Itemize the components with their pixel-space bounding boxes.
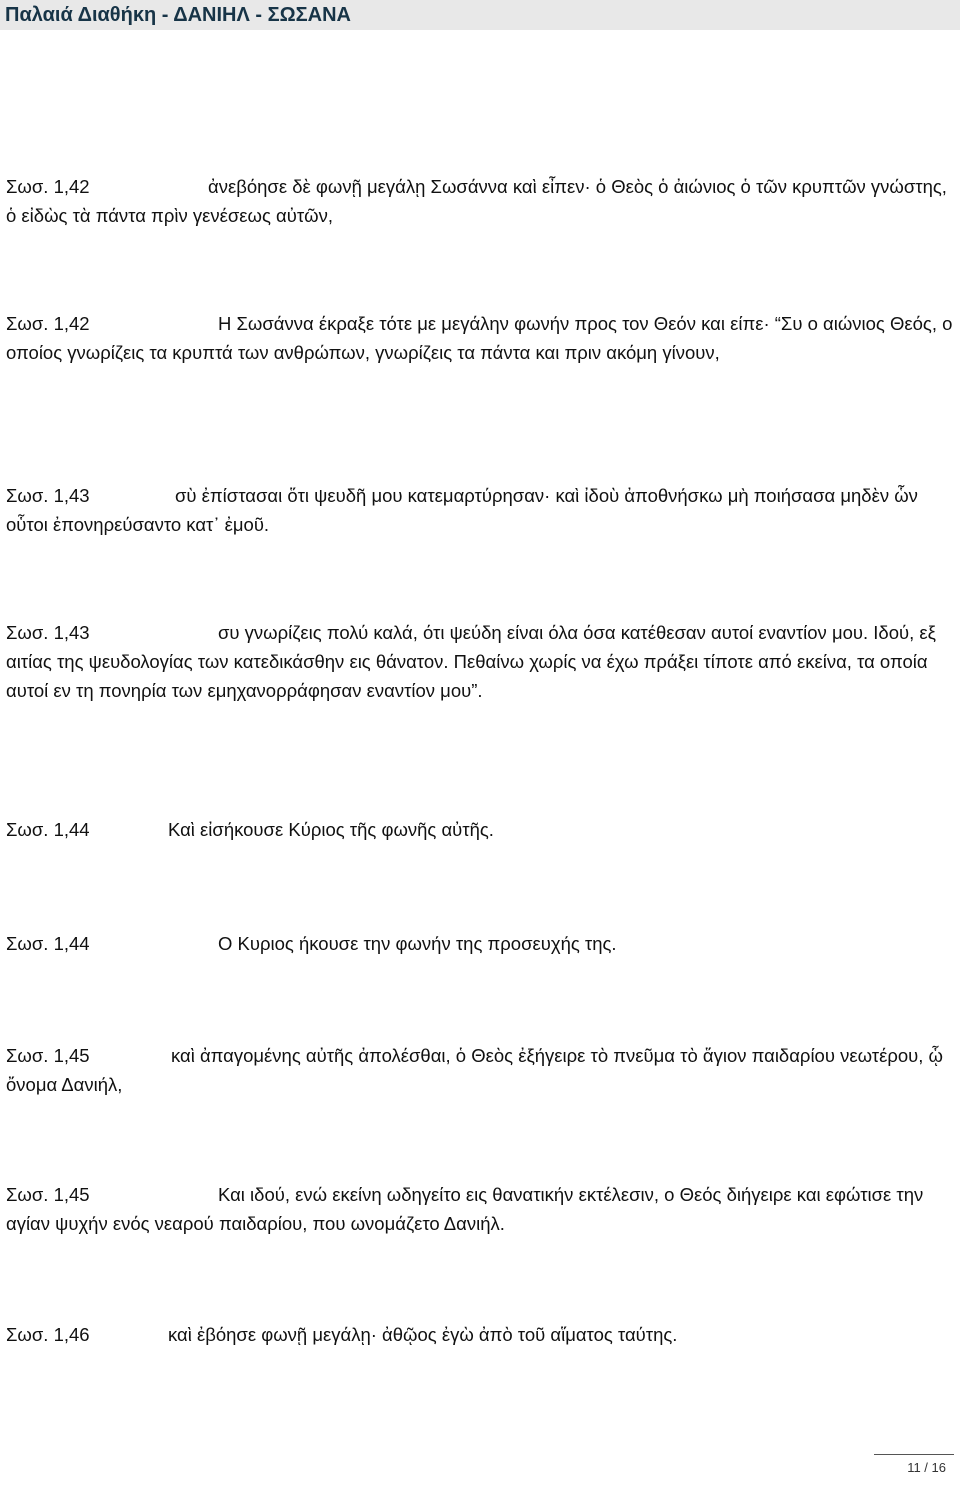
verse-reference: Σωσ. 1,44: [6, 819, 90, 840]
footer-divider: [874, 1454, 954, 1455]
verse-text: σὺ ἐπίστασαι ὅτι ψευδῆ μου κατεμαρτύρησαν· καὶ ἰδοὺ ἀποθνήσκω μὴ ποιήσασα μηδὲν ὧν οὗτοι ἐπονηρεύσαντο κατ᾿ ἐμοῦ.: [6, 485, 918, 535]
verse-block: [6, 172, 954, 230]
verse-text: ἀνεβόησε δὲ φωνῇ μεγάλῃ Σωσάννα καὶ εἶπεν· ὁ Θεὸς ὁ ἀιώνιος ὁ τῶν κρυπτῶν γνώστης, ὁ εἰδὼς τὰ πάντα πρὶν γενέσεως αὐτῶν,: [6, 176, 947, 226]
verse-text: Και ιδού, ενώ εκείνη ωδηγείτο εις θανατικήν εκτέλεσιν, ο Θεός διήγειρε και εφώτισε την αγίαν ψυχήν ενός νεαρού παιδαρίου, που ωνομάζετο Δανιήλ.: [6, 1184, 924, 1234]
verse-block: [6, 929, 954, 958]
verse-reference: Σωσ. 1,42: [6, 176, 90, 197]
verse-text: Καὶ εἰσήκουσε Κύριος τῆς φωνῆς αὐτῆς.: [168, 819, 494, 840]
page-title: Παλαιά Διαθήκη - ΔΑΝΙΗΛ - ΣΩΣΑΝΑ: [5, 4, 351, 26]
verse-reference: Σωσ. 1,46: [6, 1324, 90, 1345]
verse-block: [6, 1180, 954, 1238]
verse-reference: Σωσ. 1,43: [6, 622, 90, 643]
verse-text: Ο Κυριος ήκουσε την φωνήν της προσευχής της.: [218, 933, 617, 954]
verse-block: [6, 1041, 954, 1099]
verse-block: [6, 815, 954, 844]
page-number: 11 / 16: [907, 1460, 946, 1475]
verse-block: [6, 481, 954, 539]
verse-reference: Σωσ. 1,44: [6, 933, 90, 954]
verse-reference: Σωσ. 1,43: [6, 485, 90, 506]
verse-text: Η Σωσάννα έκραξε τότε με μεγάλην φωνήν προς τον Θεόν και είπε· “Συ ο αιώνιος Θεός, ο οποίος γνωρίζεις τα κρυπτά των ανθρώπων, γνωρίζεις τα πάντα και πριν ακόμη γίνουν,: [6, 313, 953, 363]
page-header: [0, 0, 960, 30]
verse-reference: Σωσ. 1,45: [6, 1184, 90, 1205]
verse-block: [6, 1320, 954, 1349]
verse-block: [6, 618, 954, 705]
verse-block: [6, 309, 954, 367]
verse-text: καὶ ἀπαγομένης αὐτῆς ἀπολέσθαι, ὁ Θεὸς ἐξήγειρε τὸ πνεῦμα τὸ ἅγιον παιδαρίου νεωτέρου, ᾧ ὄνομα Δανιήλ,: [6, 1045, 943, 1095]
verse-reference: Σωσ. 1,45: [6, 1045, 90, 1066]
verse-reference: Σωσ. 1,42: [6, 313, 90, 334]
verse-text: συ γνωρίζεις πολύ καλά, ότι ψεύδη είναι όλα όσα κατέθεσαν αυτοί εναντίον μου. Ιδού, εξ αιτίας της ψευδολογίας των κατεδικάσθην εις θάνατον. Πεθαίνω χωρίς να έχω πράξει τίποτε από εκείνα, τα οποία αυτοί εν τη πονηρία των εμηχανορράφησαν εναντίον μου”.: [6, 622, 936, 701]
verse-text: καὶ ἐβόησε φωνῇ μεγάλῃ· ἀθῷος ἐγὼ ἀπὸ τοῦ αἵματος ταύτης.: [168, 1324, 678, 1345]
